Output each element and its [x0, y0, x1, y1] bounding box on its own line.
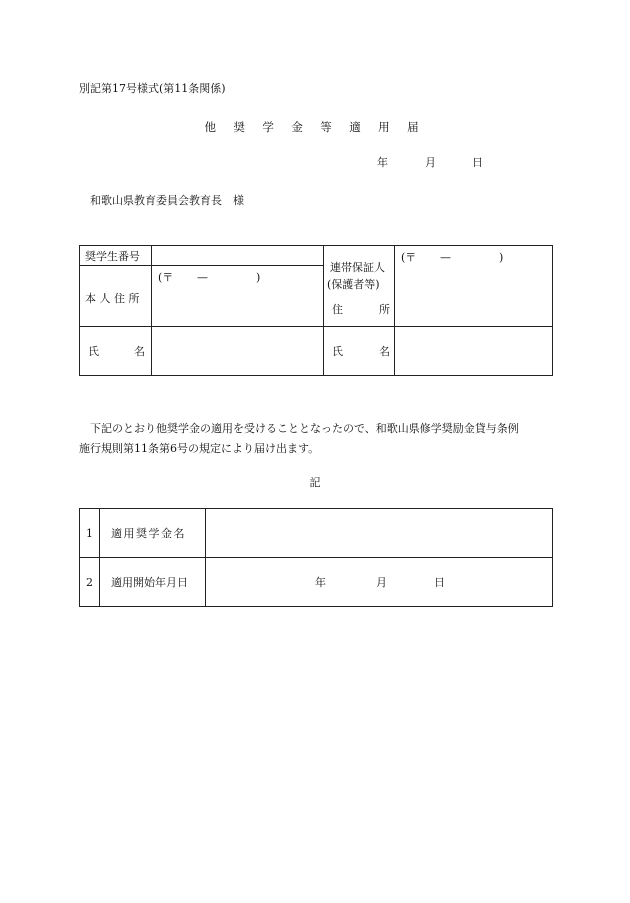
guarantor-name-char2: 名: [379, 345, 390, 358]
item-number: 2: [86, 576, 93, 589]
postal-open: (〒: [158, 271, 174, 284]
item-row-1: [80, 509, 553, 558]
address-field[interactable]: [152, 266, 324, 327]
name-label-cell: [80, 327, 152, 376]
postal-close: ): [256, 271, 261, 284]
guarantor-name-char1: 氏: [332, 345, 343, 358]
start-date-month: 月: [376, 576, 387, 589]
form-reference: 別記第17号様式(第11条関係): [79, 82, 226, 95]
start-date-day: 日: [434, 576, 445, 589]
guarantor-postal-dash: —: [440, 251, 451, 264]
form-title: 他 奨 学 金 等 適 用 届: [204, 120, 426, 134]
student-number-label: 奨学生番号: [85, 250, 140, 263]
item-number-cell: [80, 509, 100, 558]
guarantor-address-char2: 所: [379, 303, 390, 316]
guarantor-postal-close: ): [499, 251, 504, 264]
guarantor-postal-open: (〒: [401, 251, 417, 264]
start-date-field[interactable]: [206, 558, 553, 607]
guarantor-name-field[interactable]: [395, 327, 553, 376]
body-line-2: 施行規則第11条第6号の規定により届け出ます。: [79, 442, 320, 455]
date-year-label: 年: [377, 156, 388, 169]
guarantor-address-char1: 住: [332, 303, 343, 316]
item-label-cell: [100, 558, 206, 607]
items-table: [79, 508, 553, 607]
name-label-char2: 名: [134, 345, 145, 358]
student-number-label-cell: [80, 246, 152, 266]
guarantor-name-label-cell: [324, 327, 395, 376]
body-text: [79, 419, 551, 459]
item-number: 1: [86, 527, 93, 540]
name-label-char1: 氏: [88, 345, 99, 358]
scholarship-name-field[interactable]: [206, 509, 553, 558]
guarantor-address-field[interactable]: [395, 246, 553, 327]
address-label-cell: [80, 266, 152, 327]
student-number-field[interactable]: [152, 246, 324, 266]
item-row-2: [80, 558, 553, 607]
addressee: 和歌山県教育委員会教育長 様: [90, 194, 244, 207]
start-date-year: 年: [315, 576, 326, 589]
guarantor-label-line2: (保護者等): [327, 278, 380, 291]
item-label-cell: [100, 509, 206, 558]
scholarship-name-label: 適用奨学金名: [111, 527, 186, 540]
applicant-table: [79, 245, 553, 376]
address-label: 本 人 住 所: [85, 292, 140, 305]
date-month-label: 月: [425, 156, 436, 169]
body-line-1: 下記のとおり他奨学金の適用を受けることとなったので、和歌山県修学奨励金貸与条例: [90, 422, 519, 435]
item-number-cell: [80, 558, 100, 607]
guarantor-label-line1: 連帯保証人: [330, 261, 385, 274]
start-date-label: 適用開始年月日: [111, 576, 188, 589]
date-day-label: 日: [472, 156, 483, 169]
ki-heading: 記: [309, 476, 321, 489]
name-field[interactable]: [152, 327, 324, 376]
postal-dash: —: [197, 271, 208, 284]
guarantor-label-cell: [324, 246, 395, 327]
